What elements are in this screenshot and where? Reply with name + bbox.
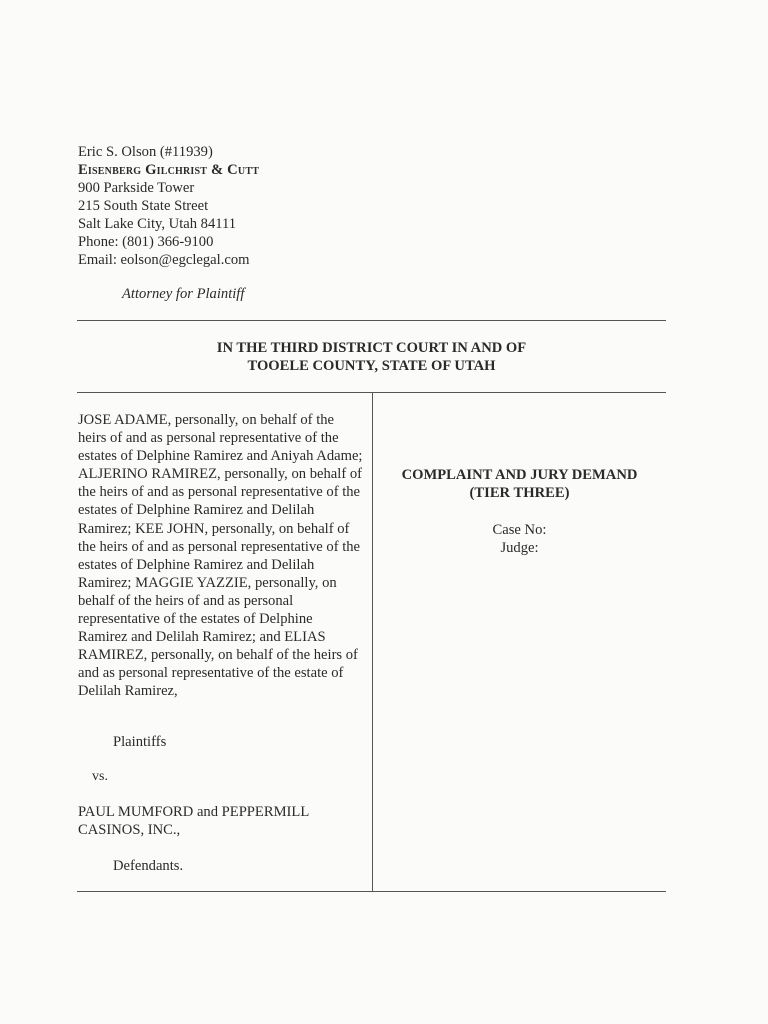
attorney-role: Attorney for Plaintiff: [122, 286, 245, 302]
defendants-list: PAUL MUMFORD and PEPPERMILL CASINOS, INC.,: [78, 804, 309, 839]
plaintiffs-list: JOSE ADAME, personally, on behalf of the heirs of and as personal representative of the estates of Delphine Ramirez and Aniyah Adame; ALJERINO RAMIREZ, personally, on behalf of the heirs of and as personal representative of the estates of Delphine Ramirez and Delilah Ramirez; KEE JOHN, personally, on behalf of the heirs of and as personal representative of the estates of Delphine Ramirez and Delilah Ramirez; MAGGIE YAZZIE, personally, on behalf of the heirs of and as personal representative of the estates of Delphine Ramirez and Delilah Ramirez; and ELIAS RAMIREZ, personally, on behalf of the heirs of and as personal representative of the estate of Delilah Ramirez,: [78, 412, 363, 700]
versus-label: vs.: [92, 769, 108, 784]
case-title-line-1: COMPLAINT AND JURY DEMAND: [401, 467, 638, 483]
address-line-1: 900 Parkside Tower: [78, 180, 195, 196]
judge-label: Judge:: [500, 540, 539, 556]
court-heading: [77, 339, 666, 375]
attorney-block: [78, 143, 259, 269]
email: Email: eolson@egclegal.com: [78, 252, 250, 268]
address-line-2: 215 South State Street: [78, 198, 209, 214]
phone: Phone: (801) 366-9100: [78, 234, 214, 250]
plaintiffs-label: Plaintiffs: [113, 734, 167, 750]
attorney-name: Eric S. Olson (#11939): [78, 144, 213, 160]
court-heading-line-2: TOOELE COUNTY, STATE OF UTAH: [247, 358, 496, 374]
case-number-label: Case No:: [492, 522, 547, 538]
plaintiffs-caption: [78, 411, 363, 701]
case-info: [373, 466, 666, 557]
horizontal-rule-bottom: [77, 891, 666, 892]
firm-name: Eisenberg Gilchrist & Cutt: [78, 162, 260, 178]
city-state-zip: Salt Lake City, Utah 84111: [78, 216, 237, 232]
case-fields: [373, 521, 666, 557]
defendants-label: Defendants.: [113, 858, 184, 874]
case-title-line-2: (TIER THREE): [469, 485, 570, 501]
court-heading-line-1: IN THE THIRD DISTRICT COURT IN AND OF: [216, 340, 527, 356]
horizontal-rule-top: [77, 320, 666, 321]
